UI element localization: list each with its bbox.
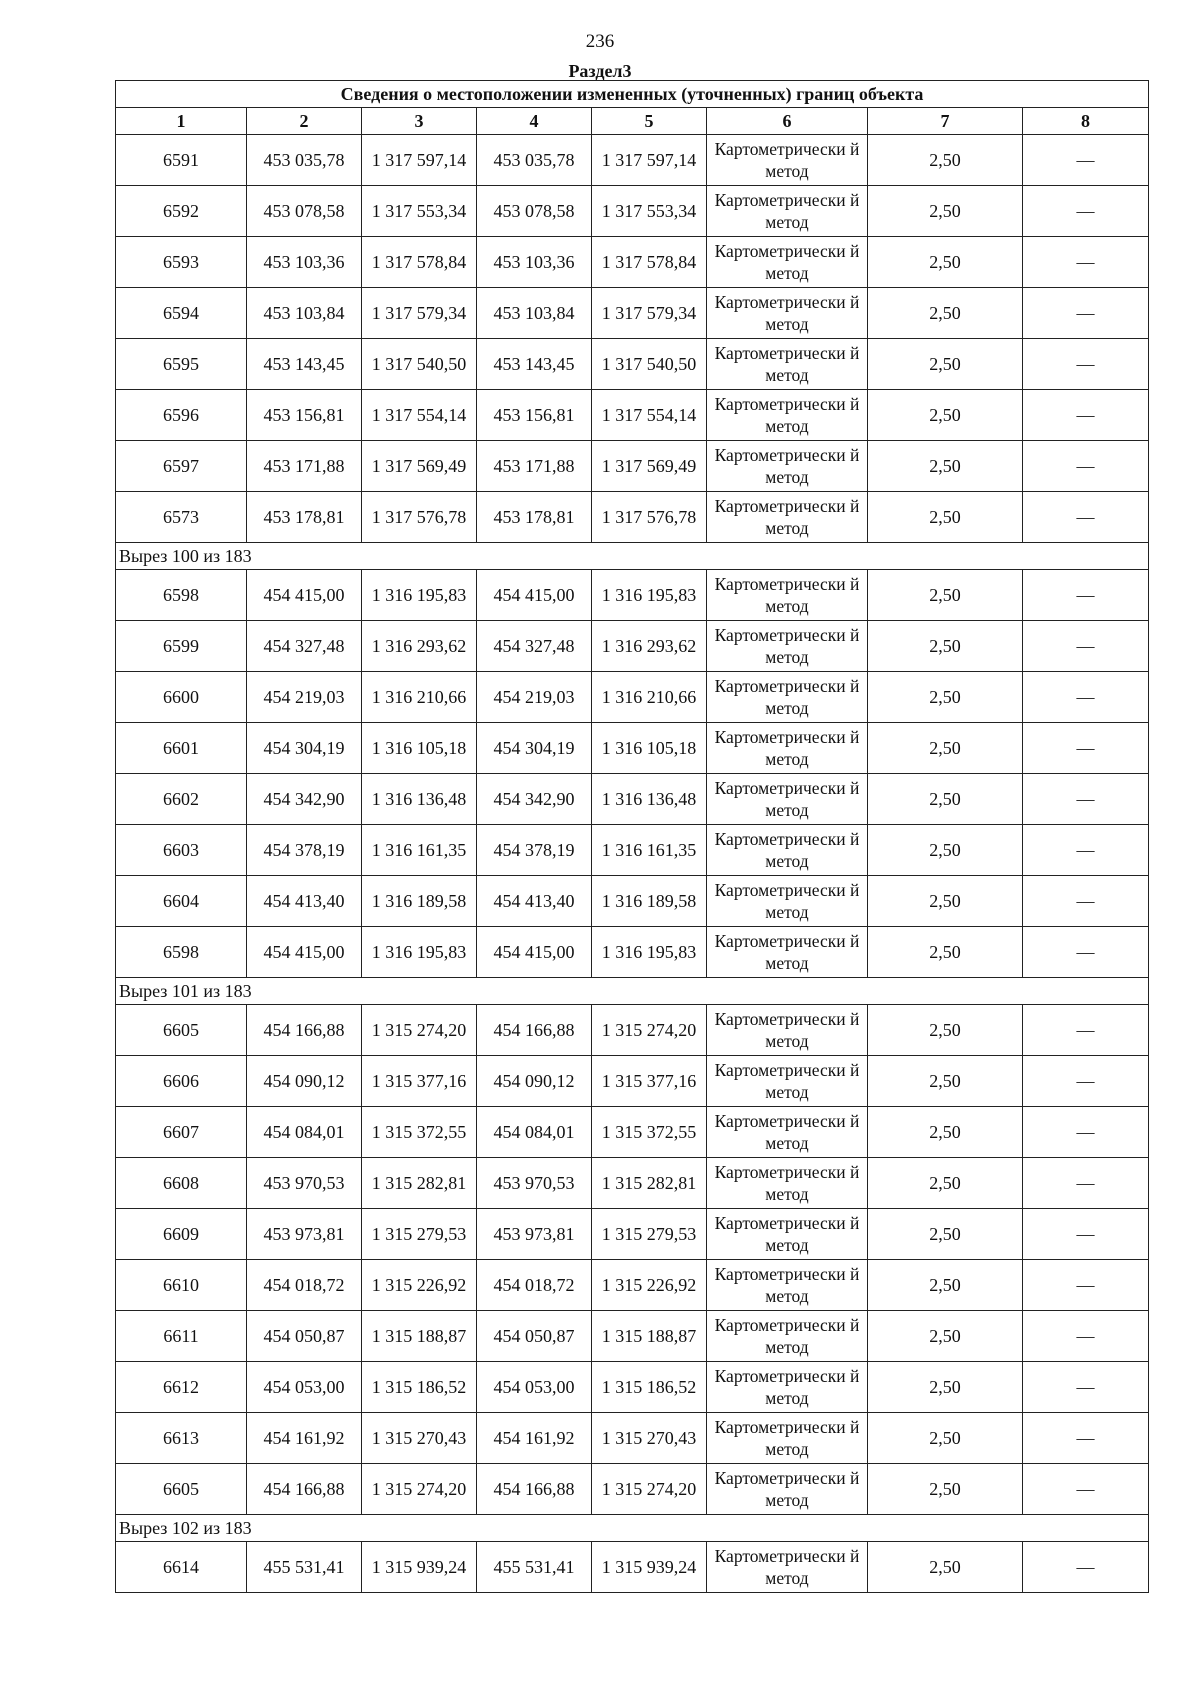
column-header: 6: [707, 108, 868, 135]
point-number-cell: 6609: [116, 1209, 247, 1260]
point-number-cell: 6597: [116, 441, 247, 492]
x-coordinate-new-cell: 453 970,53: [477, 1158, 592, 1209]
method-cell: Картометрически й метод: [707, 186, 868, 237]
table-row: [116, 723, 1149, 774]
method-cell: Картометрически й метод: [707, 339, 868, 390]
y-coordinate-cell: 1 316 195,83: [362, 570, 477, 621]
y-coordinate-new-cell: 1 317 569,49: [592, 441, 707, 492]
y-coordinate-new-cell: 1 316 210,66: [592, 672, 707, 723]
y-coordinate-new-cell: 1 316 195,83: [592, 927, 707, 978]
x-coordinate-cell: 453 973,81: [247, 1209, 362, 1260]
method-cell: Картометрически й метод: [707, 1464, 868, 1515]
method-cell: Картометрически й метод: [707, 1056, 868, 1107]
table-row: [116, 570, 1149, 621]
accuracy-cell: 2,50: [868, 1311, 1023, 1362]
description-cell: —: [1023, 1362, 1149, 1413]
table-row: [116, 1311, 1149, 1362]
accuracy-cell: 2,50: [868, 1107, 1023, 1158]
table-row: [116, 492, 1149, 543]
table-row: [116, 288, 1149, 339]
method-cell: Картометрически й метод: [707, 237, 868, 288]
description-cell: —: [1023, 186, 1149, 237]
column-header: 5: [592, 108, 707, 135]
x-coordinate-new-cell: 454 378,19: [477, 825, 592, 876]
method-cell: Картометрически й метод: [707, 492, 868, 543]
x-coordinate-cell: 453 178,81: [247, 492, 362, 543]
y-coordinate-new-cell: 1 316 161,35: [592, 825, 707, 876]
description-cell: —: [1023, 1260, 1149, 1311]
x-coordinate-cell: 453 078,58: [247, 186, 362, 237]
y-coordinate-cell: 1 315 372,55: [362, 1107, 477, 1158]
y-coordinate-new-cell: 1 317 579,34: [592, 288, 707, 339]
point-number-cell: 6601: [116, 723, 247, 774]
y-coordinate-new-cell: 1 317 553,34: [592, 186, 707, 237]
accuracy-cell: 2,50: [868, 1413, 1023, 1464]
point-number-cell: 6600: [116, 672, 247, 723]
accuracy-cell: 2,50: [868, 1542, 1023, 1593]
accuracy-cell: 2,50: [868, 135, 1023, 186]
accuracy-cell: 2,50: [868, 723, 1023, 774]
x-coordinate-cell: 454 378,19: [247, 825, 362, 876]
point-number-cell: 6602: [116, 774, 247, 825]
y-coordinate-cell: 1 317 578,84: [362, 237, 477, 288]
y-coordinate-cell: 1 317 554,14: [362, 390, 477, 441]
accuracy-cell: 2,50: [868, 1464, 1023, 1515]
table-row: [116, 339, 1149, 390]
description-cell: —: [1023, 1209, 1149, 1260]
method-cell: Картометрически й метод: [707, 1158, 868, 1209]
accuracy-cell: 2,50: [868, 621, 1023, 672]
description-cell: —: [1023, 672, 1149, 723]
x-coordinate-cell: 453 143,45: [247, 339, 362, 390]
y-coordinate-cell: 1 316 293,62: [362, 621, 477, 672]
y-coordinate-new-cell: 1 316 136,48: [592, 774, 707, 825]
y-coordinate-cell: 1 317 597,14: [362, 135, 477, 186]
x-coordinate-new-cell: 454 090,12: [477, 1056, 592, 1107]
y-coordinate-cell: 1 315 282,81: [362, 1158, 477, 1209]
description-cell: —: [1023, 1107, 1149, 1158]
accuracy-cell: 2,50: [868, 1260, 1023, 1311]
method-cell: Картометрически й метод: [707, 1260, 868, 1311]
method-cell: Картометрически й метод: [707, 135, 868, 186]
x-coordinate-cell: 454 053,00: [247, 1362, 362, 1413]
x-coordinate-cell: 454 166,88: [247, 1005, 362, 1056]
point-number-cell: 6593: [116, 237, 247, 288]
table-caption-row: [116, 81, 1149, 108]
table-row: [116, 390, 1149, 441]
x-coordinate-new-cell: 453 171,88: [477, 441, 592, 492]
x-coordinate-cell: 454 219,03: [247, 672, 362, 723]
y-coordinate-new-cell: 1 315 188,87: [592, 1311, 707, 1362]
point-number-cell: 6595: [116, 339, 247, 390]
column-header: 8: [1023, 108, 1149, 135]
y-coordinate-new-cell: 1 316 189,58: [592, 876, 707, 927]
x-coordinate-cell: 455 531,41: [247, 1542, 362, 1593]
boundary-table: [115, 80, 1149, 1593]
y-coordinate-new-cell: 1 317 554,14: [592, 390, 707, 441]
table-row: [116, 774, 1149, 825]
y-coordinate-cell: 1 315 274,20: [362, 1464, 477, 1515]
accuracy-cell: 2,50: [868, 927, 1023, 978]
accuracy-cell: 2,50: [868, 774, 1023, 825]
y-coordinate-new-cell: 1 316 105,18: [592, 723, 707, 774]
method-cell: Картометрически й метод: [707, 1005, 868, 1056]
table-row: [116, 927, 1149, 978]
y-coordinate-cell: 1 315 188,87: [362, 1311, 477, 1362]
accuracy-cell: 2,50: [868, 1158, 1023, 1209]
table-row: [116, 1362, 1149, 1413]
x-coordinate-new-cell: 454 342,90: [477, 774, 592, 825]
method-cell: Картометрически й метод: [707, 825, 868, 876]
accuracy-cell: 2,50: [868, 876, 1023, 927]
accuracy-cell: 2,50: [868, 492, 1023, 543]
x-coordinate-new-cell: 453 103,36: [477, 237, 592, 288]
x-coordinate-new-cell: 454 415,00: [477, 927, 592, 978]
description-cell: —: [1023, 774, 1149, 825]
x-coordinate-cell: 454 304,19: [247, 723, 362, 774]
accuracy-cell: 2,50: [868, 288, 1023, 339]
y-coordinate-new-cell: 1 317 578,84: [592, 237, 707, 288]
method-cell: Картометрически й метод: [707, 774, 868, 825]
accuracy-cell: 2,50: [868, 441, 1023, 492]
y-coordinate-cell: 1 316 161,35: [362, 825, 477, 876]
y-coordinate-new-cell: 1 315 226,92: [592, 1260, 707, 1311]
description-cell: —: [1023, 1464, 1149, 1515]
y-coordinate-cell: 1 316 105,18: [362, 723, 477, 774]
y-coordinate-cell: 1 315 186,52: [362, 1362, 477, 1413]
description-cell: —: [1023, 1311, 1149, 1362]
x-coordinate-cell: 454 050,87: [247, 1311, 362, 1362]
method-cell: Картометрически й метод: [707, 570, 868, 621]
y-coordinate-new-cell: 1 315 279,53: [592, 1209, 707, 1260]
y-coordinate-cell: 1 315 226,92: [362, 1260, 477, 1311]
table-row: [116, 876, 1149, 927]
point-number-cell: 6614: [116, 1542, 247, 1593]
y-coordinate-new-cell: 1 317 576,78: [592, 492, 707, 543]
description-cell: —: [1023, 723, 1149, 774]
y-coordinate-new-cell: 1 316 293,62: [592, 621, 707, 672]
y-coordinate-cell: 1 317 569,49: [362, 441, 477, 492]
table-row: [116, 1260, 1149, 1311]
x-coordinate-cell: 454 090,12: [247, 1056, 362, 1107]
x-coordinate-new-cell: 454 413,40: [477, 876, 592, 927]
y-coordinate-new-cell: 1 315 186,52: [592, 1362, 707, 1413]
accuracy-cell: 2,50: [868, 1362, 1023, 1413]
table-body: [116, 81, 1149, 1593]
x-coordinate-new-cell: 454 018,72: [477, 1260, 592, 1311]
x-coordinate-cell: 454 415,00: [247, 927, 362, 978]
table-caption: Сведения о местоположении измененных (уточненных) границ объекта: [116, 81, 1149, 108]
cutout-label: Вырез 102 из 183: [116, 1515, 1149, 1542]
x-coordinate-new-cell: 453 035,78: [477, 135, 592, 186]
x-coordinate-new-cell: 454 166,88: [477, 1464, 592, 1515]
cutout-label: Вырез 100 из 183: [116, 543, 1149, 570]
y-coordinate-new-cell: 1 317 597,14: [592, 135, 707, 186]
table-row: [116, 1005, 1149, 1056]
point-number-cell: 6573: [116, 492, 247, 543]
y-coordinate-new-cell: 1 315 270,43: [592, 1413, 707, 1464]
y-coordinate-new-cell: 1 316 195,83: [592, 570, 707, 621]
x-coordinate-new-cell: 454 084,01: [477, 1107, 592, 1158]
column-number-row: [116, 108, 1149, 135]
description-cell: —: [1023, 288, 1149, 339]
cutout-row: [116, 978, 1149, 1005]
description-cell: —: [1023, 1413, 1149, 1464]
accuracy-cell: 2,50: [868, 1056, 1023, 1107]
accuracy-cell: 2,50: [868, 390, 1023, 441]
description-cell: —: [1023, 441, 1149, 492]
accuracy-cell: 2,50: [868, 672, 1023, 723]
table-row: [116, 1413, 1149, 1464]
table-row: [116, 1209, 1149, 1260]
column-header: 3: [362, 108, 477, 135]
x-coordinate-new-cell: 454 304,19: [477, 723, 592, 774]
accuracy-cell: 2,50: [868, 186, 1023, 237]
y-coordinate-cell: 1 316 210,66: [362, 672, 477, 723]
accuracy-cell: 2,50: [868, 1209, 1023, 1260]
point-number-cell: 6603: [116, 825, 247, 876]
description-cell: —: [1023, 1542, 1149, 1593]
y-coordinate-cell: 1 317 576,78: [362, 492, 477, 543]
point-number-cell: 6608: [116, 1158, 247, 1209]
x-coordinate-cell: 454 415,00: [247, 570, 362, 621]
x-coordinate-new-cell: 454 053,00: [477, 1362, 592, 1413]
x-coordinate-cell: 454 166,88: [247, 1464, 362, 1515]
point-number-cell: 6607: [116, 1107, 247, 1158]
x-coordinate-new-cell: 453 973,81: [477, 1209, 592, 1260]
y-coordinate-new-cell: 1 315 377,16: [592, 1056, 707, 1107]
y-coordinate-cell: 1 316 195,83: [362, 927, 477, 978]
table-row: [116, 621, 1149, 672]
x-coordinate-new-cell: 453 156,81: [477, 390, 592, 441]
point-number-cell: 6599: [116, 621, 247, 672]
cutout-row: [116, 1515, 1149, 1542]
table-row: [116, 186, 1149, 237]
y-coordinate-cell: 1 315 939,24: [362, 1542, 477, 1593]
table-row: [116, 1158, 1149, 1209]
description-cell: —: [1023, 1056, 1149, 1107]
x-coordinate-cell: 454 018,72: [247, 1260, 362, 1311]
description-cell: —: [1023, 135, 1149, 186]
method-cell: Картометрически й метод: [707, 1413, 868, 1464]
y-coordinate-cell: 1 315 279,53: [362, 1209, 477, 1260]
method-cell: Картометрически й метод: [707, 288, 868, 339]
method-cell: Картометрически й метод: [707, 1107, 868, 1158]
column-header: 7: [868, 108, 1023, 135]
table-row: [116, 672, 1149, 723]
x-coordinate-cell: 453 156,81: [247, 390, 362, 441]
table-row: [116, 441, 1149, 492]
point-number-cell: 6604: [116, 876, 247, 927]
cutout-row: [116, 543, 1149, 570]
description-cell: —: [1023, 492, 1149, 543]
point-number-cell: 6591: [116, 135, 247, 186]
x-coordinate-new-cell: 454 327,48: [477, 621, 592, 672]
x-coordinate-cell: 453 103,84: [247, 288, 362, 339]
description-cell: —: [1023, 570, 1149, 621]
y-coordinate-new-cell: 1 315 274,20: [592, 1005, 707, 1056]
y-coordinate-new-cell: 1 315 282,81: [592, 1158, 707, 1209]
table-row: [116, 1056, 1149, 1107]
point-number-cell: 6613: [116, 1413, 247, 1464]
point-number-cell: 6592: [116, 186, 247, 237]
column-header: 4: [477, 108, 592, 135]
method-cell: Картометрически й метод: [707, 723, 868, 774]
method-cell: Картометрически й метод: [707, 1362, 868, 1413]
x-coordinate-new-cell: 454 161,92: [477, 1413, 592, 1464]
method-cell: Картометрически й метод: [707, 390, 868, 441]
point-number-cell: 6606: [116, 1056, 247, 1107]
point-number-cell: 6596: [116, 390, 247, 441]
accuracy-cell: 2,50: [868, 1005, 1023, 1056]
method-cell: Картометрически й метод: [707, 672, 868, 723]
table-row: [116, 237, 1149, 288]
method-cell: Картометрически й метод: [707, 1542, 868, 1593]
x-coordinate-cell: 454 161,92: [247, 1413, 362, 1464]
section-title: Раздел3: [568, 61, 632, 81]
y-coordinate-cell: 1 315 274,20: [362, 1005, 477, 1056]
method-cell: Картометрически й метод: [707, 1311, 868, 1362]
method-cell: Картометрически й метод: [707, 441, 868, 492]
table-row: [116, 1464, 1149, 1515]
point-number-cell: 6610: [116, 1260, 247, 1311]
description-cell: —: [1023, 339, 1149, 390]
page-number: 236: [585, 31, 615, 52]
point-number-cell: 6605: [116, 1005, 247, 1056]
method-cell: Картометрически й метод: [707, 621, 868, 672]
x-coordinate-new-cell: 454 415,00: [477, 570, 592, 621]
description-cell: —: [1023, 927, 1149, 978]
y-coordinate-new-cell: 1 315 939,24: [592, 1542, 707, 1593]
point-number-cell: 6594: [116, 288, 247, 339]
accuracy-cell: 2,50: [868, 237, 1023, 288]
y-coordinate-new-cell: 1 315 372,55: [592, 1107, 707, 1158]
x-coordinate-new-cell: 454 050,87: [477, 1311, 592, 1362]
table-row: [116, 825, 1149, 876]
y-coordinate-cell: 1 316 189,58: [362, 876, 477, 927]
description-cell: —: [1023, 390, 1149, 441]
y-coordinate-cell: 1 315 270,43: [362, 1413, 477, 1464]
description-cell: —: [1023, 876, 1149, 927]
table-row: [116, 135, 1149, 186]
x-coordinate-new-cell: 454 219,03: [477, 672, 592, 723]
x-coordinate-cell: 454 327,48: [247, 621, 362, 672]
column-header: 1: [116, 108, 247, 135]
description-cell: —: [1023, 1158, 1149, 1209]
point-number-cell: 6611: [116, 1311, 247, 1362]
method-cell: Картометрически й метод: [707, 1209, 868, 1260]
method-cell: Картометрически й метод: [707, 876, 868, 927]
x-coordinate-new-cell: 455 531,41: [477, 1542, 592, 1593]
x-coordinate-cell: 454 413,40: [247, 876, 362, 927]
x-coordinate-new-cell: 454 166,88: [477, 1005, 592, 1056]
y-coordinate-cell: 1 317 540,50: [362, 339, 477, 390]
x-coordinate-cell: 454 342,90: [247, 774, 362, 825]
column-header: 2: [247, 108, 362, 135]
description-cell: —: [1023, 1005, 1149, 1056]
x-coordinate-cell: 453 103,36: [247, 237, 362, 288]
cutout-label: Вырез 101 из 183: [116, 978, 1149, 1005]
x-coordinate-new-cell: 453 178,81: [477, 492, 592, 543]
x-coordinate-new-cell: 453 143,45: [477, 339, 592, 390]
method-cell: Картометрически й метод: [707, 927, 868, 978]
accuracy-cell: 2,50: [868, 339, 1023, 390]
x-coordinate-new-cell: 453 078,58: [477, 186, 592, 237]
description-cell: —: [1023, 825, 1149, 876]
y-coordinate-new-cell: 1 315 274,20: [592, 1464, 707, 1515]
description-cell: —: [1023, 237, 1149, 288]
y-coordinate-new-cell: 1 317 540,50: [592, 339, 707, 390]
y-coordinate-cell: 1 315 377,16: [362, 1056, 477, 1107]
point-number-cell: 6598: [116, 570, 247, 621]
table-row: [116, 1107, 1149, 1158]
x-coordinate-new-cell: 453 103,84: [477, 288, 592, 339]
point-number-cell: 6612: [116, 1362, 247, 1413]
y-coordinate-cell: 1 317 553,34: [362, 186, 477, 237]
description-cell: —: [1023, 621, 1149, 672]
accuracy-cell: 2,50: [868, 825, 1023, 876]
x-coordinate-cell: 453 035,78: [247, 135, 362, 186]
point-number-cell: 6605: [116, 1464, 247, 1515]
y-coordinate-cell: 1 317 579,34: [362, 288, 477, 339]
x-coordinate-cell: 454 084,01: [247, 1107, 362, 1158]
accuracy-cell: 2,50: [868, 570, 1023, 621]
x-coordinate-cell: 453 970,53: [247, 1158, 362, 1209]
table-row: [116, 1542, 1149, 1593]
x-coordinate-cell: 453 171,88: [247, 441, 362, 492]
y-coordinate-cell: 1 316 136,48: [362, 774, 477, 825]
point-number-cell: 6598: [116, 927, 247, 978]
